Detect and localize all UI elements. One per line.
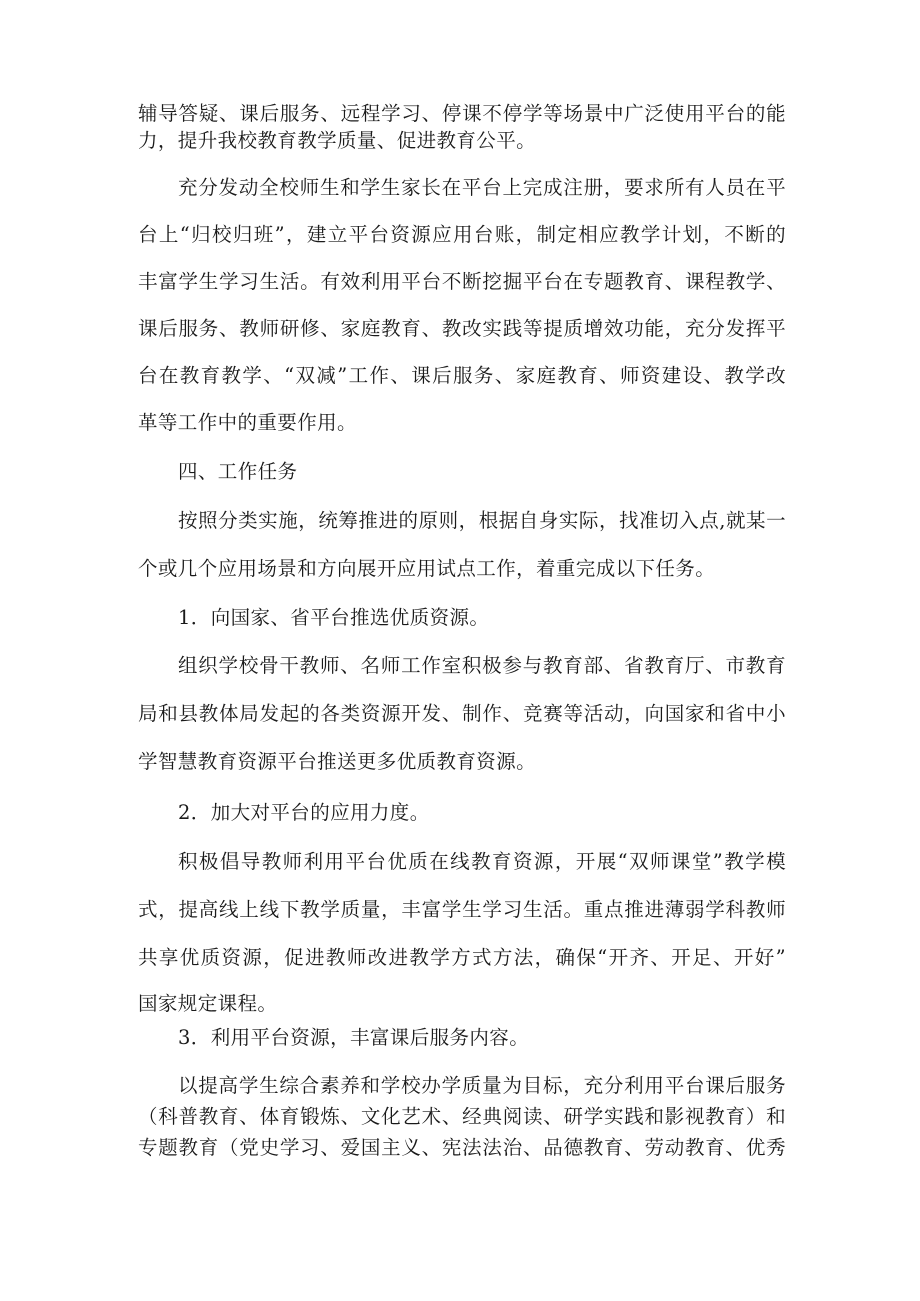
paragraph-line: 专题教育（党史学习、爱国主义、宪法法治、品德教育、劳动教育、优秀	[138, 1136, 786, 1159]
paragraph-line: 式，提高线上线下教学质量，丰富学生学习生活。重点推进薄弱学科教师	[138, 898, 786, 921]
paragraph-line: 力，提升我校教育教学质量、促进教育公平。	[138, 129, 537, 152]
paragraph-line: 积极倡导教师利用平台优质在线教育资源，开展“双师课堂”教学模	[178, 850, 786, 873]
paragraph-line: 革等工作中的重要作用。	[138, 411, 357, 434]
paragraph-line: 按照分类实施，统筹推进的原则，根据自身实际，找准切入点,就某一	[178, 509, 786, 532]
paragraph-line: 丰富学生学习生活。有效利用平台不断挖掘平台在专题教育、课程教学、	[138, 270, 786, 293]
paragraph-line: （科普教育、体育锻炼、文化艺术、经典阅读、研学实践和影视教育）和	[138, 1105, 786, 1128]
paragraph-line: 台上“归校归班”，建立平台资源应用台账，制定相应教学计划，不断的	[138, 223, 786, 246]
list-item-heading: 2．加大对平台的应用力度。	[178, 801, 430, 824]
paragraph-line: 充分发动全校师生和学生家长在平台上完成注册，要求所有人员在平	[178, 176, 786, 199]
section-heading: 四、工作任务	[178, 460, 298, 483]
paragraph-line: 共享优质资源，促进教师改进教学方式方法，确保“开齐、开足、开好”	[138, 946, 786, 969]
paragraph-line: 个或几个应用场景和方向展开应用试点工作，着重完成以下任务。	[138, 557, 716, 580]
paragraph-line: 组织学校骨干教师、名师工作室积极参与教育部、省教育厅、市教育	[178, 654, 786, 677]
list-item-heading: 1．向国家、省平台推选优质资源。	[178, 606, 490, 629]
paragraph-line: 台在教育教学、“双减”工作、课后服务、家庭教育、师资建设、教学改	[138, 364, 786, 387]
paragraph-line: 以提高学生综合素养和学校办学质量为目标，充分利用平台课后服务	[178, 1074, 786, 1097]
paragraph-line: 局和县教体局发起的各类资源开发、制作、竞赛等活动，向国家和省中小	[138, 702, 786, 725]
paragraph-line: 辅导答疑、课后服务、远程学习、停课不停学等场景中广泛使用平台的能	[138, 102, 786, 125]
paragraph-line: 课后服务、教师研修、家庭教育、教改实践等提质增效功能，充分发挥平	[138, 317, 786, 340]
list-item-heading: 3．利用平台资源，丰富课后服务内容。	[178, 1026, 530, 1049]
paragraph-line: 学智慧教育资源平台推送更多优质教育资源。	[138, 750, 537, 773]
paragraph-line: 国家规定课程。	[138, 992, 278, 1015]
